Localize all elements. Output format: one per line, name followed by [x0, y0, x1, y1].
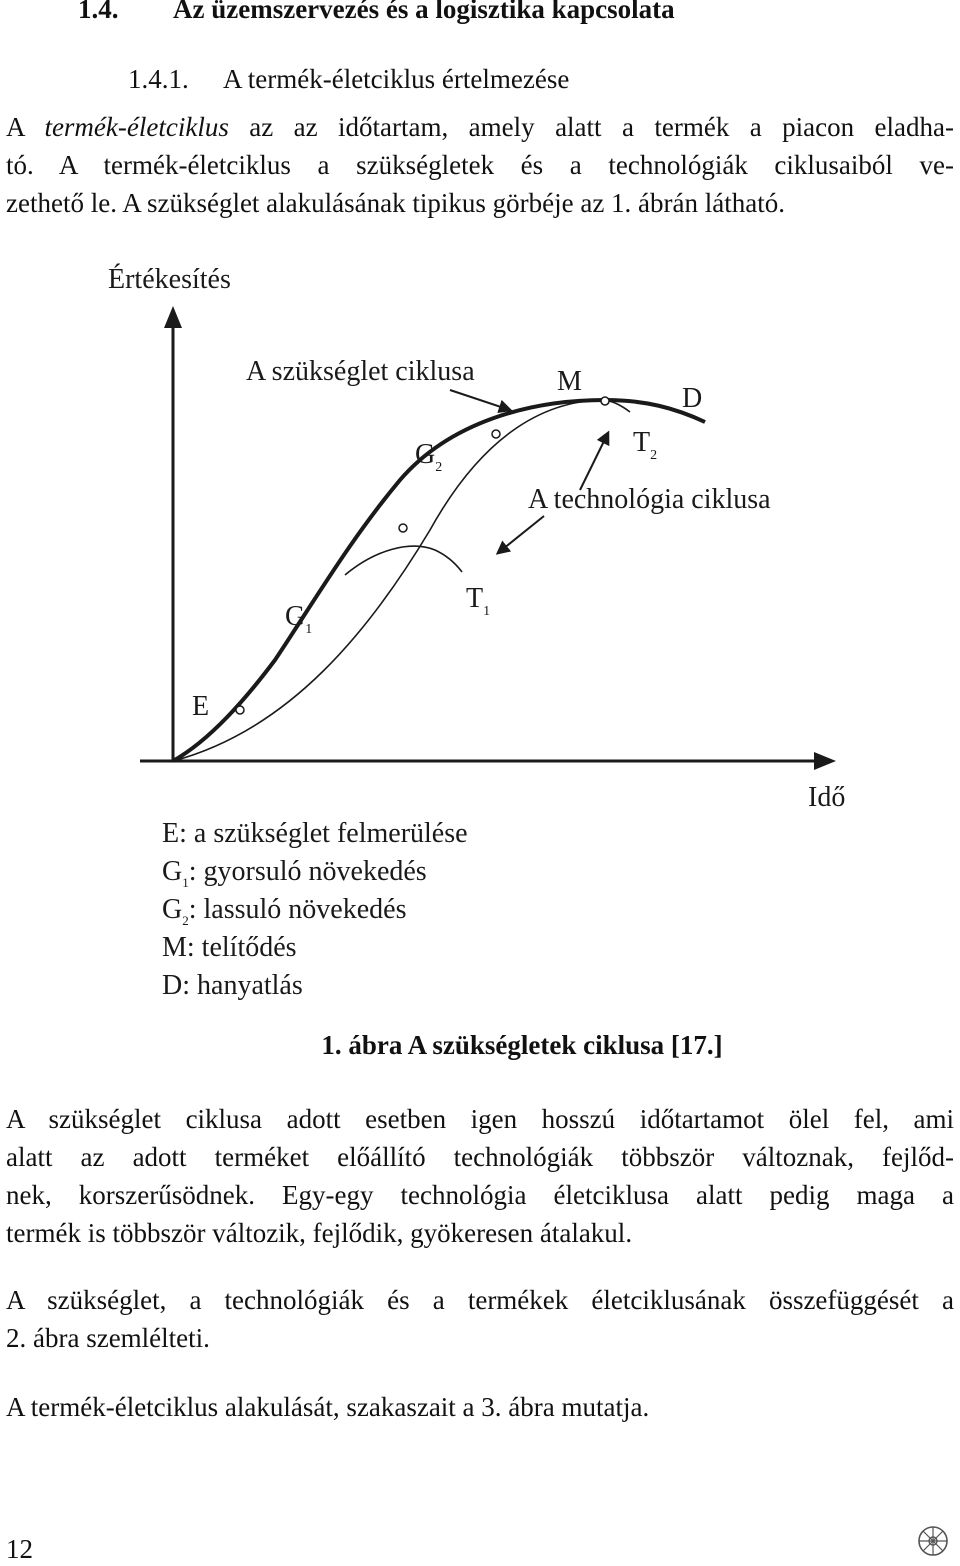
legend-item-g1 — [162, 856, 427, 890]
body-paragraph-3 — [6, 1388, 954, 1426]
legend-item-d-text: : hanyatlás — [182, 970, 303, 1001]
subsection-title: A termék-életciklus értelmezése — [223, 64, 570, 94]
intro-paragraph — [6, 108, 954, 222]
label-g1-sub: 1 — [305, 622, 313, 637]
label-t1 — [466, 583, 490, 619]
label-t2-sub: 2 — [650, 448, 658, 463]
section-heading — [78, 0, 675, 25]
x-axis-label: Idő — [808, 782, 846, 813]
label-g2-letter: G — [415, 439, 436, 470]
legend-item-g2-sub: 2 — [182, 913, 189, 928]
body-p1-line-1: A szükséglet ciklusa adott esetben igen hosszú időtartamot ölel fel, ami — [6, 1104, 954, 1134]
figure-caption-text: 1. ábra A szükségletek ciklusa [17.] — [321, 1030, 723, 1060]
demand-cycle-curve — [173, 400, 705, 761]
label-g2-sub: 2 — [435, 460, 443, 475]
label-g1-letter: G — [285, 601, 306, 632]
legend-item-g2 — [162, 894, 406, 928]
term-emphasis: termék-életciklus — [44, 112, 229, 142]
y-axis-label: Értékesítés — [108, 264, 231, 295]
legend-item-g2-text: : lassuló növekedés — [188, 894, 407, 925]
point-m-marker — [601, 397, 609, 405]
body-paragraph-2 — [6, 1281, 954, 1357]
legend-item-g1-sub: 1 — [182, 875, 189, 890]
legend-item-m-text: : telítődés — [186, 932, 297, 963]
point-g1-marker — [399, 524, 407, 532]
body-p3-line-1: A termék-életciklus alakulását, szakaszait a 3. ábra mutatja. — [6, 1392, 650, 1422]
legend-item-d-key: D — [162, 970, 183, 1001]
section-number: 1.4. — [78, 0, 119, 24]
legend-item-e-text: : a szükséglet felmerülése — [179, 818, 468, 849]
label-t1-letter: T — [466, 583, 484, 614]
legend-item-g1-text: : gyorsuló növekedés — [188, 856, 427, 887]
body-paragraph-1 — [6, 1100, 954, 1252]
body-p1-line-3: nek, korszerűsödnek. Egy-egy technológia életciklusa alatt pedig maga a — [6, 1180, 954, 1210]
figure-caption — [0, 1030, 960, 1061]
wheel-ornament-icon — [916, 1524, 950, 1558]
y-axis-arrow-icon — [164, 306, 182, 328]
label-e: E — [192, 691, 210, 722]
subsection-heading — [128, 64, 569, 95]
body-p1-line-2: alatt az adott terméket előállító technológiák többször változnak, fejlőd- — [6, 1142, 954, 1172]
body-p1-line-4: termék is többször változik, fejlődik, gyökeresen átalakul. — [6, 1218, 633, 1248]
body-p2-line-1: A szükséglet, a technológiák és a termékek életciklusának összefüggését a — [6, 1285, 954, 1315]
intro-line-1-prefix: A — [6, 112, 45, 142]
demand-cycle-figure — [100, 250, 880, 1010]
legend-item-e-key: E — [162, 818, 180, 849]
body-p2-line-2: 2. ábra szemlélteti. — [6, 1323, 210, 1353]
legend-item-g1-key: G — [162, 856, 183, 887]
legend-item-m-key: M — [162, 932, 187, 963]
demand-cycle-label: A szükséglet ciklusa — [246, 356, 475, 387]
legend-item-m — [162, 932, 297, 963]
section-title: Az üzemszervezés és a logisztika kapcsolata — [173, 0, 675, 24]
page-number: 12 — [6, 1534, 33, 1564]
label-t2 — [633, 427, 657, 463]
label-d: D — [682, 383, 703, 414]
figure-legend — [162, 818, 468, 1001]
intro-line-2: tó. A termék-életciklus a szükségletek és a technológiák ciklusaiból ve- — [6, 150, 954, 180]
intro-line-3: zethető le. A szükséglet alakulásának tipikus görbéje az 1. ábrán látható. — [6, 188, 785, 218]
technology-cycle-arrow-t2-icon — [580, 433, 608, 490]
technology-cycle-arrow-t1-icon — [498, 516, 544, 553]
intro-line-1-rest: az az időtartam, amely alatt a termék a piacon eladha- — [228, 112, 954, 142]
legend-item-e — [162, 818, 468, 849]
label-m: M — [557, 366, 582, 397]
point-g2-marker — [492, 430, 500, 438]
demand-cycle-arrow-icon — [450, 390, 510, 410]
x-axis-arrow-icon — [814, 752, 836, 770]
figure-svg — [100, 250, 880, 1010]
subsection-number: 1.4.1. — [128, 64, 189, 94]
legend-item-g2-key: G — [162, 894, 183, 925]
legend-item-d — [162, 970, 303, 1001]
label-t1-sub: 1 — [483, 604, 491, 619]
label-t2-letter: T — [633, 427, 651, 458]
technology-cycle-label: A technológia ciklusa — [528, 484, 771, 515]
intro-line-1 — [6, 108, 954, 146]
point-e-marker — [236, 706, 244, 714]
